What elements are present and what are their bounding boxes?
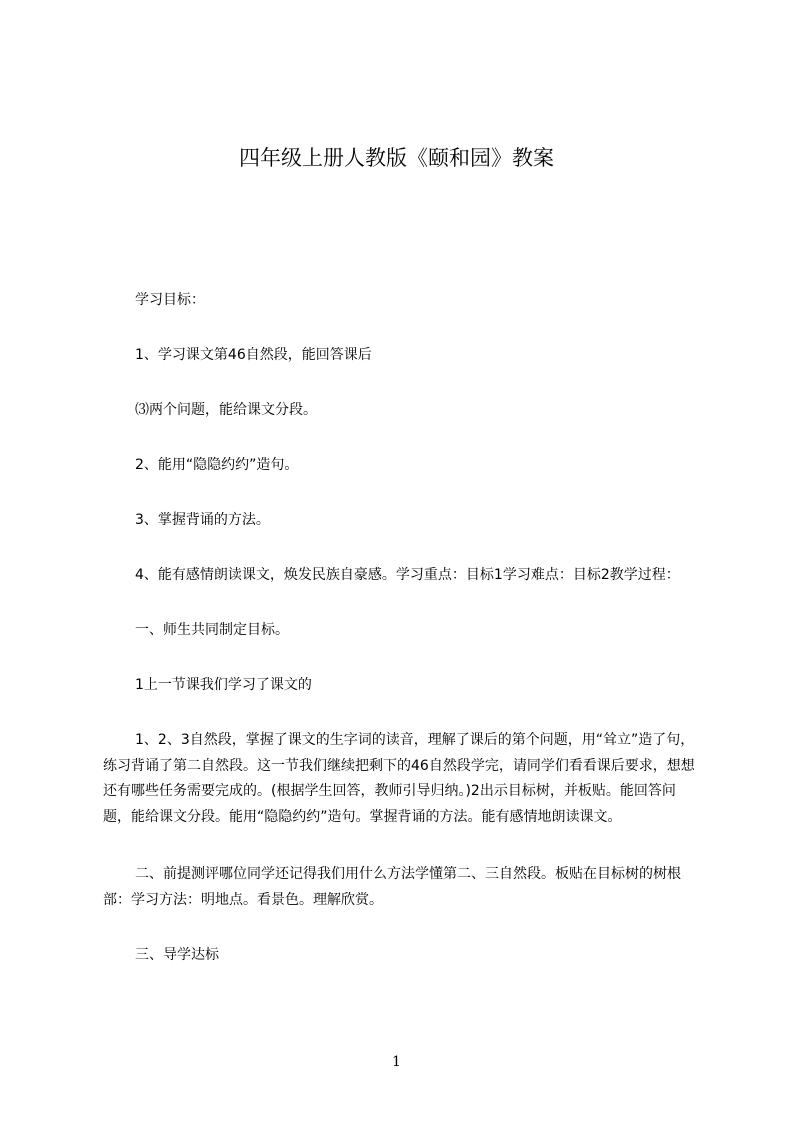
paragraph-section-1: 一、师生共同制定目标。 <box>135 622 289 638</box>
paragraph-section-3: 三、导学达标 <box>135 946 219 963</box>
paragraph-section-2: 二、前提测评哪位同学还记得我们用什么方法学懂第二、三自然段。板贴在目标树的树根部：学习方法：明地点。看景色。理解欣赏。 <box>103 866 681 908</box>
page-number: 1 <box>392 1054 401 1070</box>
paragraph-learning-goals: 学习目标： <box>135 292 205 308</box>
document-title: 四年级上册人教版《颐和园》教案 <box>239 146 554 170</box>
paragraph-step-1: 1上一节课我们学习了课文的 <box>135 677 312 693</box>
paragraph-goal-2: 2、能用“隐隐约约”造句。 <box>135 457 299 473</box>
paragraph-goal-1-continued: ⑶两个问题，能给课文分段。 <box>135 402 317 418</box>
document-body <box>103 288 699 968</box>
paragraph-goal-4: 4、能有感情朗读课文，焕发民族自豪感。学习重点：目标1学习难点：目标2教学过程： <box>135 567 680 583</box>
paragraph-step-1-details: 1、2、3自然段，掌握了课文的生字词的读音，理解了课后的第个问题，用“耸立”造了句，练习背诵了第二自然段。这一节我们继续把剩下的46自然段学完，请同学们看看课后要求，想想还有哪些任务需要完成的。(根据学生回答，教师引导归纳。)2出示目标树，并板贴。能回答问题，能给课文分段。能用“隐隐约约”造句。掌握背诵的方法。能有感情地朗读课文。 <box>103 732 695 825</box>
paragraph-goal-1: 1、学习课文第46自然段，能回答课后 <box>135 347 372 363</box>
paragraph-goal-3: 3、掌握背诵的方法。 <box>135 512 270 528</box>
